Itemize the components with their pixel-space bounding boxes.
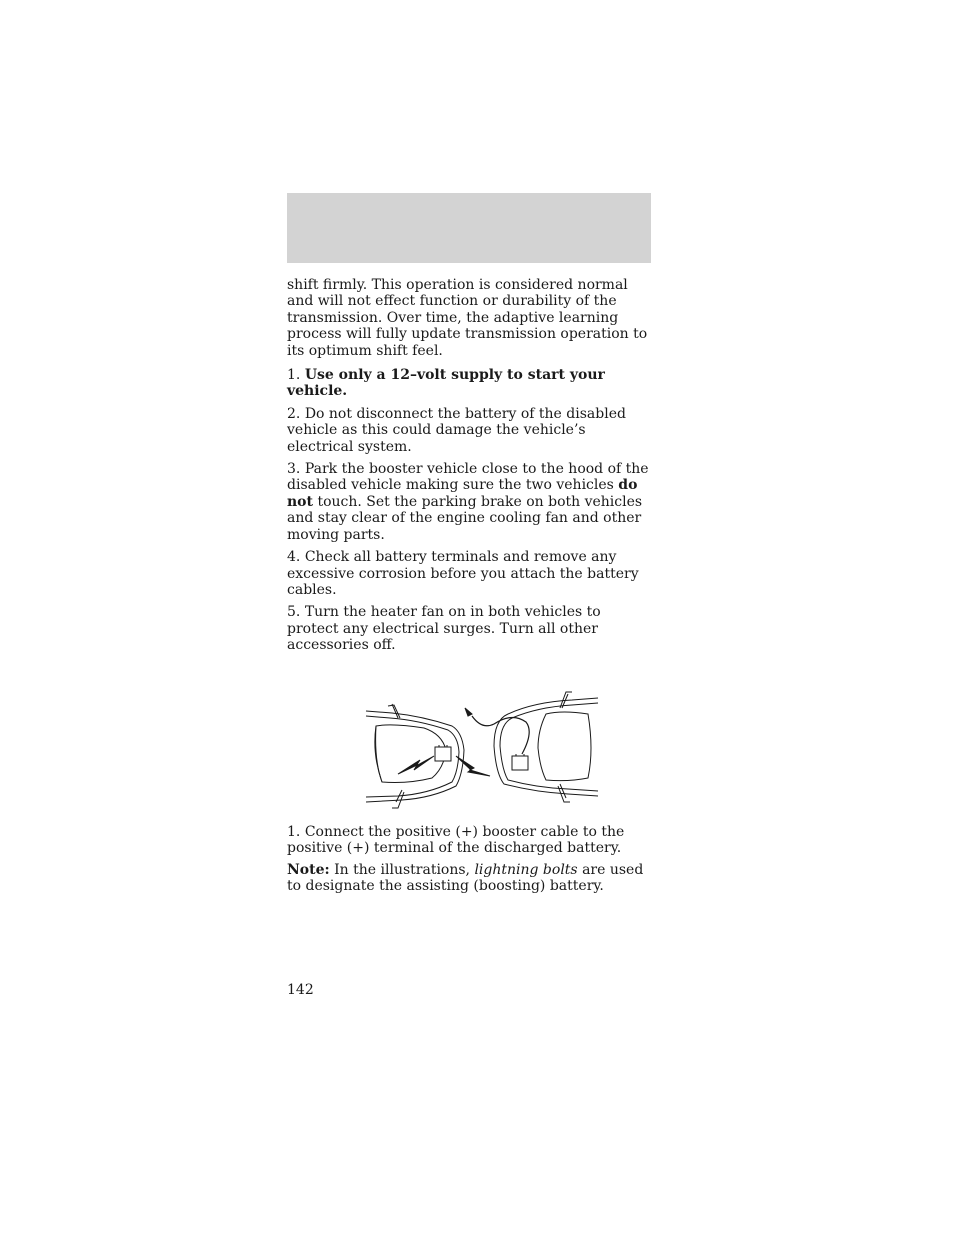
step-2: 2. Do not disconnect the battery of the disabled vehicle as this could damage the vehicle’s electrical system. [287, 405, 626, 455]
note-italic: lightning bolts [474, 861, 578, 878]
note-paragraph: Note: In the illustrations, lightning bolts are used to designate the assisting (boosting) battery. [287, 861, 644, 895]
page-number: 142 [287, 982, 314, 998]
cable-clamp-icon [465, 708, 472, 716]
note-label: Note: [287, 861, 330, 878]
booster-vehicle-outline [494, 692, 598, 802]
step-3-bold: do not [287, 477, 638, 510]
battery-icon [435, 747, 451, 761]
lightning-bolt-icon [398, 756, 434, 774]
battery-icon [512, 756, 528, 770]
section-header-bar [287, 193, 651, 263]
connect-text [287, 824, 649, 900]
main-text [287, 277, 649, 660]
step-1: 1. Use only a 12–volt supply to start your vehicle. [287, 367, 605, 400]
step-1-bold: Use only a 12–volt supply to start your vehicle. [287, 367, 605, 400]
step-5: 5. Turn the heater fan on in both vehicles to protect any electrical surges. Turn all other accessories off. [287, 604, 601, 654]
jump-start-illustration [362, 690, 602, 812]
connect-step: 1. Connect the positive (+) booster cable to the positive (+) terminal of the discharged battery. [287, 824, 625, 857]
step-4: 4. Check all battery terminals and remove any excessive corrosion before you attach the battery cables. [287, 549, 639, 598]
step-3: 3. Park the booster vehicle close to the hood of the disabled vehicle making sure the two vehicles do not touch. Set the parking brake on both vehicles and stay clear of the engine cooling fan and other moving parts. [287, 461, 649, 543]
continuation-paragraph: shift firmly. This operation is considered normal and will not effect function or durability of the transmission. Over time, the adaptive learning process will fully update transmission operation to its optimum shift feel. [287, 277, 648, 359]
